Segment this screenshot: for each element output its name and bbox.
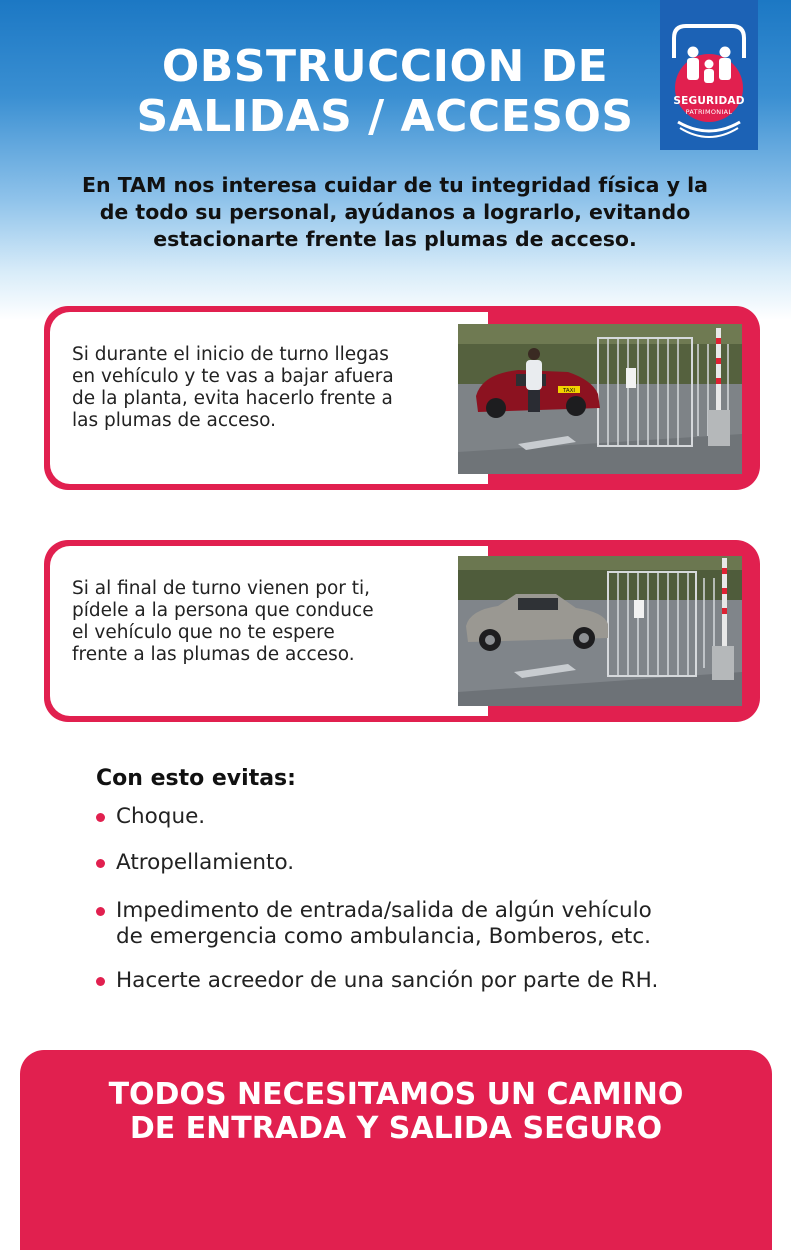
card-text-line: Si al final de turno vienen por ti, [72,578,371,599]
card-text-line: el vehículo que no te espere [72,622,335,643]
card-text-line: de la planta, evita hacerlo frente a [72,388,393,409]
list-item-line: Impedimento de entrada/salida de algún vehículo [116,898,652,923]
info-card-arrival [44,306,760,490]
family-shield-icon [660,0,758,150]
bullet-dot [96,977,105,986]
page-title [90,42,680,142]
bullet-dot [96,859,105,868]
list-item-text [116,850,736,876]
badge-sublabel: PATRIMONIAL [685,108,733,116]
card-text [72,344,472,432]
card-text-line: frente a las plumas de acceso. [72,644,355,665]
intro-paragraph [55,172,735,253]
intro-line: estacionarte frente las plumas de acceso. [153,227,637,251]
taxi-sign: TAXI [562,388,576,394]
seguridad-patrimonial-badge [660,0,758,150]
taxi-at-gate-photo [458,324,742,474]
card-text-panel [50,312,488,484]
footer-banner [20,1050,772,1250]
bullet-dot [96,907,105,916]
card-text-line: pídele a la persona que conduce [72,600,374,621]
card-text-line: las plumas de acceso. [72,410,277,431]
title-line-1: OBSTRUCCION DE [161,41,609,92]
bullet-dot [96,813,105,822]
car-at-gate-photo [458,556,742,706]
benefits-heading: Con esto evitas: [96,766,296,791]
badge-label: SEGURIDAD [673,95,745,107]
list-item-text [116,804,736,830]
intro-line: de todo su personal, ayúdanos a lograrlo, evitando [99,200,691,224]
list-item-line: Atropellamiento. [116,850,295,875]
list-item-text [116,968,736,994]
footer-message [20,1078,772,1146]
card-text-line: Si durante el inicio de turno llegas [72,344,389,365]
list-item-line: Hacerte acreedor de una sanción por parte de RH. [116,968,659,993]
card-text-panel [50,546,488,716]
footer-line: TODOS NECESITAMOS UN CAMINO [108,1077,684,1112]
list-item-line: Choque. [116,804,206,829]
card-text-line: en vehículo y te vas a bajar afuera [72,366,394,387]
footer-line: DE ENTRADA Y SALIDA SEGURO [129,1111,663,1146]
title-line-2: SALIDAS / ACCESOS [136,91,634,142]
list-item-text [116,898,736,950]
intro-line: En TAM nos interesa cuidar de tu integridad física y la [82,173,708,197]
info-card-pickup [44,540,760,722]
list-item-line: de emergencia como ambulancia, Bomberos, etc. [116,924,652,949]
card-text [72,578,472,666]
